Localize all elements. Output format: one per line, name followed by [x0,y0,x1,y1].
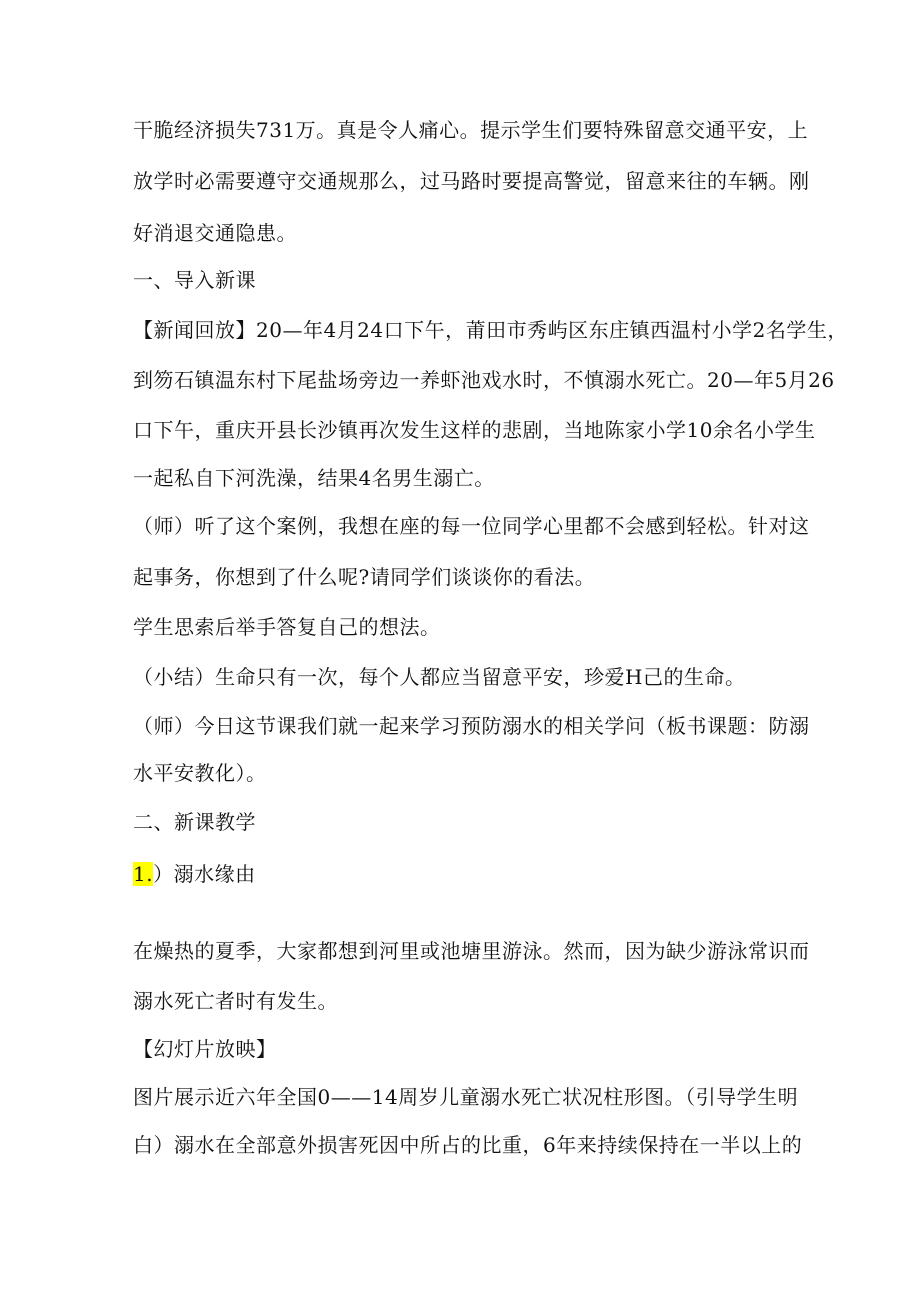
paragraph-line: 【幻灯片放映】 [133,1037,277,1061]
paragraph-line: （小结）生命只有一次，每个人都应当留意平安，珍爱H己的生命。 [133,665,746,689]
paragraph-line: 一起私自下河洗澡，结果4名男生溺亡。 [133,466,495,490]
paragraph-line: 溺水死亡者时有发生。 [133,989,338,1013]
paragraph-line: 图片展示近六年全国0——14周岁儿童溺水死亡状况柱形图。（引导学生明 [133,1085,799,1109]
paragraph-line: 水平安教化）。 [133,761,267,785]
paragraph-line: 学生思索后举手答复自己的想法。 [133,615,441,639]
paragraph-line: 好消退交通隐患。 [133,221,297,245]
paragraph-line: 在燥热的夏季，大家都想到河里或池塘里游泳。然而，因为缺少游泳常识而 [133,939,810,963]
paragraph-line: 起事务，你想到了什么呢?请同学们谈谈你的看法。 [133,565,596,589]
highlighted-number: 1. [133,862,154,886]
paragraph-line: （师）今日这节课我们就一起来学习预防溺水的相关学问（板书课题：防溺 [133,714,810,738]
subsection-heading-text: ）溺水缘由 [153,862,256,886]
paragraph-line: 放学时必需要遵守交通规那么，过马路时要提高警觉，留意来往的车辆。刚 [133,169,810,193]
paragraph-line: 口下午，重庆开县长沙镇再次发生这样的悲剧，当地陈家小学10余名小学生 [133,418,816,442]
paragraph-line: 【新闻回放】20—年4月24口下午，莆田市秀屿区东庄镇西温村小学2名学生， [133,318,848,342]
section-heading: 一、导入新课 [133,268,256,292]
paragraph-line: 到笏石镇温东村下尾盐场旁边一养虾池戏水时，不慎溺水死亡。20—年5月26 [133,368,835,392]
section-heading: 二、新课教学 [133,810,256,834]
paragraph-line: （师）听了这个案例，我想在座的每一位同学心里都不会感到轻松。针对这 [133,514,810,538]
paragraph-line: 干脆经济损失731万。真是令人痛心。提示学生们要特殊留意交通平安，上 [133,118,809,142]
paragraph-line: 白）溺水在全部意外损害死因中所占的比重，6年来持续保持在一半以上的 [133,1133,803,1157]
subsection-heading [133,860,793,888]
